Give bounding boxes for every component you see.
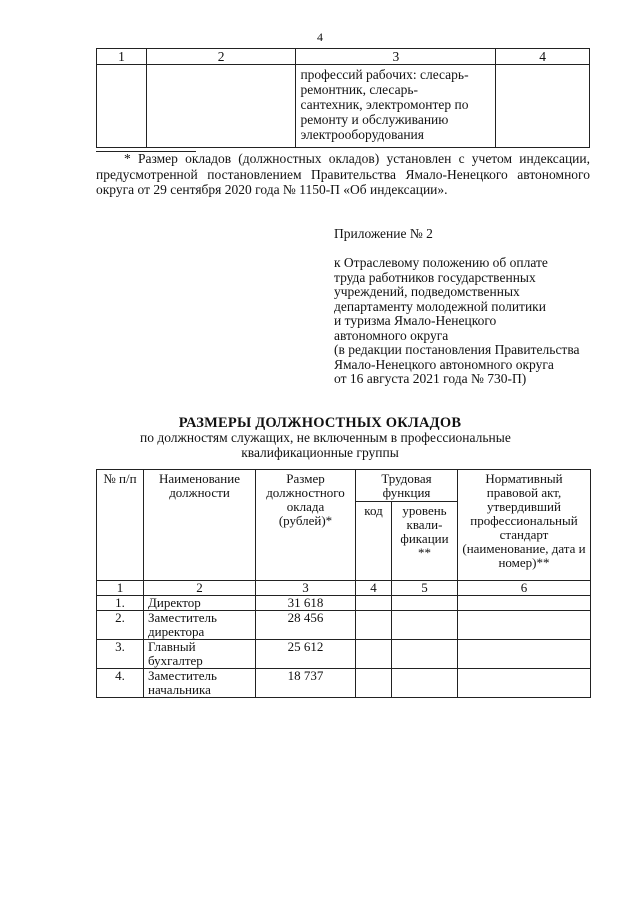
column-number-row — [97, 49, 590, 65]
subtitle-line: по должностям служащих, не включенным в профессиональные — [140, 430, 511, 445]
row-level — [392, 669, 458, 698]
cell-professions — [296, 65, 496, 148]
row-salary: 25 612 — [256, 640, 356, 669]
table-row — [97, 65, 590, 148]
column-number: 6 — [458, 581, 591, 596]
row-name: Директор — [144, 596, 256, 611]
appendix-line: (в редакции постановления Правительства — [334, 342, 580, 357]
document-title: РАЗМЕРЫ ДОЛЖНОСТНЫХ ОКЛАДОВ — [178, 415, 462, 431]
row-level — [392, 596, 458, 611]
row-num: 2. — [97, 611, 144, 640]
row-standard — [458, 669, 591, 698]
footnote: * Размер окладов (должностных окладов) установлен с учетом индексации, предусмотренной постановлением Правительства Ямало-Ненецкого автономного округа от 29 сентября 2020 года № 1150-П «Об индексации». — [96, 151, 590, 197]
row-salary: 18 737 — [256, 669, 356, 698]
column-number: 4 — [496, 49, 590, 65]
text-line: ремонтник, слесарь- — [300, 82, 418, 97]
row-level — [392, 640, 458, 669]
appendix-line: труда работников государственных — [334, 269, 536, 285]
subtitle-line: квалификационные группы — [241, 444, 399, 460]
column-number: 1 — [97, 581, 144, 596]
appendix-title: Приложение № 2 — [334, 226, 433, 241]
table-row — [97, 669, 591, 698]
salary-table — [96, 469, 591, 698]
row-num: 3. — [97, 640, 144, 669]
table-row — [97, 596, 591, 611]
row-salary: 31 618 — [256, 596, 356, 611]
row-name: Заместитель директора — [144, 611, 256, 640]
header-row — [97, 470, 591, 502]
column-number: 2 — [146, 49, 296, 65]
cell-empty — [146, 65, 296, 148]
header-code: код — [356, 502, 392, 581]
row-level — [392, 611, 458, 640]
appendix-text — [334, 256, 614, 387]
text-line: сантехник, электромонтер по — [300, 97, 469, 112]
row-salary: 28 456 — [256, 611, 356, 640]
text-line: электрооборудования — [300, 127, 424, 142]
row-standard — [458, 596, 591, 611]
header-name: Наименование должности — [144, 470, 256, 581]
column-number: 4 — [356, 581, 392, 596]
row-name: Главный бухгалтер — [144, 640, 256, 669]
column-number: 3 — [256, 581, 356, 596]
header-num: № п/п — [97, 470, 144, 581]
cell-empty — [496, 65, 590, 148]
text-line: ремонту и обслуживанию — [300, 112, 449, 127]
row-code — [356, 640, 392, 669]
row-code — [356, 596, 392, 611]
column-number: 5 — [392, 581, 458, 596]
table-row — [97, 611, 591, 640]
header-salary: Размер должностного оклада (рублей)* — [256, 470, 356, 581]
continued-table — [96, 48, 590, 148]
row-code — [356, 611, 392, 640]
appendix-line: автономного округа — [334, 327, 449, 343]
header-level: уровень квали- фикации ** — [392, 502, 458, 581]
column-number-row — [97, 581, 591, 596]
page-number: 4 — [317, 30, 323, 44]
text-line: профессий рабочих: слесарь- — [300, 67, 469, 82]
column-number: 2 — [144, 581, 256, 596]
appendix-line: учреждений, подведомственных — [334, 284, 520, 299]
row-code — [356, 669, 392, 698]
appendix-line: Ямало-Ненецкого автономного округа — [334, 356, 554, 372]
row-standard — [458, 640, 591, 669]
column-number: 1 — [97, 49, 147, 65]
row-name: Заместитель начальника — [144, 669, 256, 698]
column-number: 3 — [296, 49, 496, 65]
appendix-line: от 16 августа 2021 года № 730-П) — [334, 371, 527, 386]
header-standard: Нормативный правовой акт, утвердивший профессиональный стандарт (наименование, дата и номер)** — [458, 470, 591, 581]
appendix-line: к Отраслевому положению об оплате — [334, 255, 548, 270]
table-row — [97, 640, 591, 669]
row-num: 1. — [97, 596, 144, 611]
header-function: Трудовая функция — [356, 470, 458, 502]
appendix-line: департаменту молодежной политики — [334, 298, 546, 314]
document-subtitle — [140, 430, 511, 460]
row-standard — [458, 611, 591, 640]
row-num: 4. — [97, 669, 144, 698]
appendix-line: и туризма Ямало-Ненецкого — [334, 313, 497, 328]
cell-empty — [97, 65, 147, 148]
